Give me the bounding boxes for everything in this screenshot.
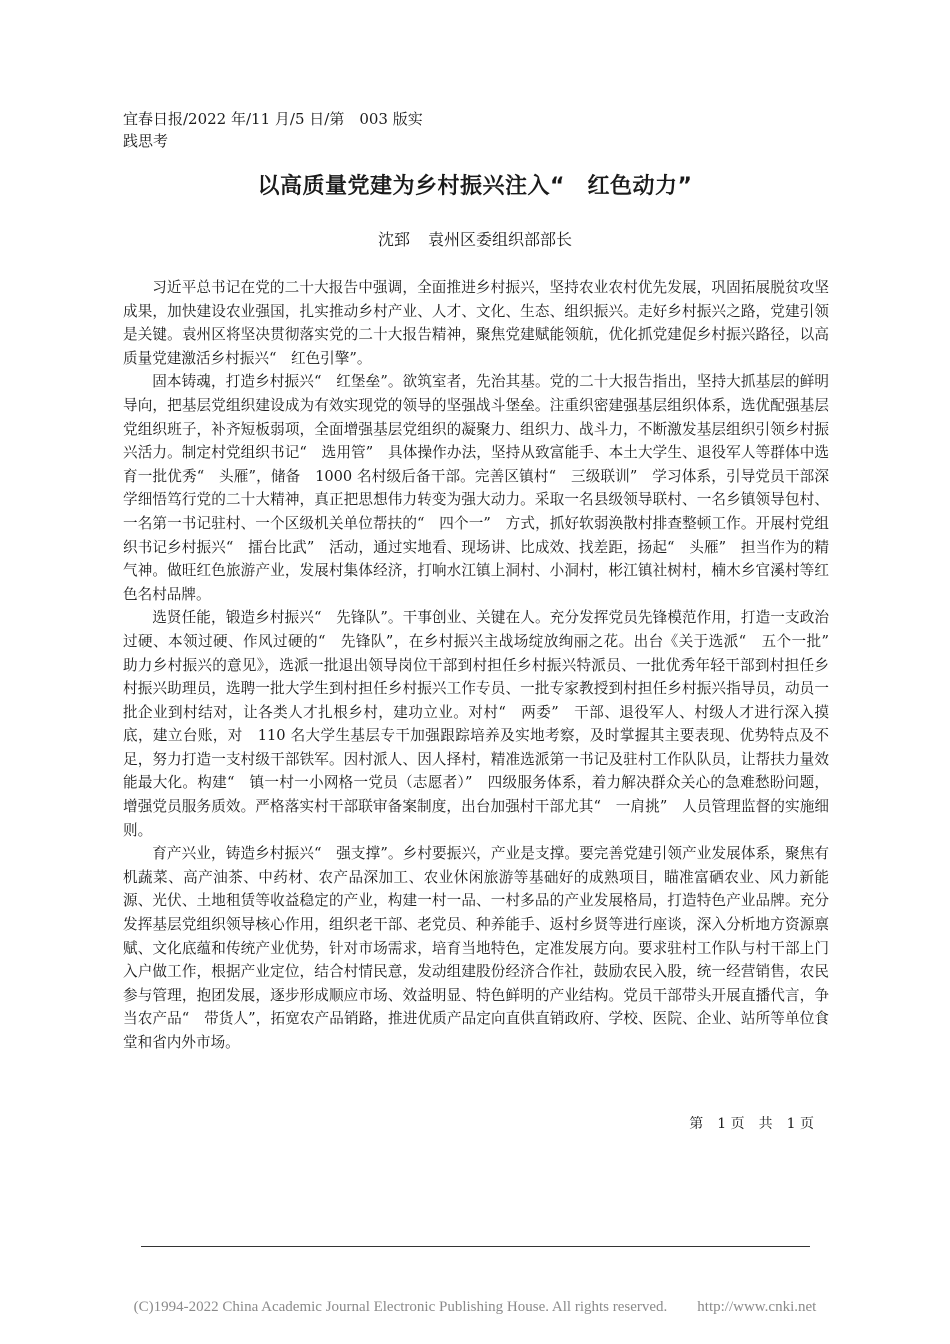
page-number: 第 1 页 共 1 页 [689, 1116, 814, 1132]
paragraph-vanguard: 选贤任能，锻造乡村振兴“ 先锋队”。干事创业、关键在人。充分发挥党员先锋模范作用，打造一支政治过硬、本领过硬、作风过硬的“ 先锋队”，在乡村振兴主战场绽放绚丽之花。出台《关于选派“ 五个一批” 助力乡村振兴的意见》，选派一批退出领导岗位干部到村担任乡村振兴特派员、一批优秀年轻干部到村担任乡村振兴助理员，选聘一批大学生到村担任乡村振兴工作专员、一批专家教授到村担任乡村振兴指导员，动员一批企业到村结对，让各类人才扎根乡村，建功立业。对村“ 两委” 干部、退役军人、村级人才进行深入摸底，建立台账，对 110 名大学生基层专干加强跟踪培养及实地考察，及时掌握其主要表现、优势特点及不足，努力打造一支村级干部铁军。因村派人、因人择村，精准选派第一书记及驻村工作队队员，让帮扶力量效能最大化。构建“ 镇一村一小网格一党员（志愿者）” 四级服务体系，着力解决群众关心的急难愁盼问题，增强党员服务质效。严格落实村干部联审备案制度，出台加强村干部尤其“ 一肩挑” 人员管理监督的实施细则。 [123, 609, 844, 839]
paragraph-red-fortress: 固本铸魂，打造乡村振兴“ 红堡垒”。欲筑室者，先治其基。党的二十大报告指出，坚持大抓基层的鲜明导向，把基层党组织建设成为有效实现党的领导的坚强战斗堡垒。注重织密建强基层组织体系，选优配强基层党组织班子，补齐短板弱项，全面增强基层党组织的凝聚力、组织力、战斗力，不断激发基层组织引领乡村振兴活力。制定村党组织书记“ 选用管” 具体操作办法，坚持从致富能手、本土大学生、退役军人等群体中选育一批优秀“ 头雁”，储备 1000 名村级后备干部。完善区镇村“ 三级联训” 学习体系，引导党员干部深学细悟笃行党的二十大精神，真正把思想伟力转变为强大动力。采取一名县级领导联村、一名乡镇领导包村、一名第一书记驻村、一个区级机关单位帮扶的“ 四个一” 方式，抓好软弱涣散村排查整顿工作。开展村党组织书记乡村振兴“ 擂台比武” 活动，通过实地看、现场讲、比成效、找差距，扬起“ 头雁” 担当作为的精气神。做旺红色旅游产业，发展村集体经济，打响水江镇上洞村、小洞村，彬江镇社树村，楠木乡官溪村等红色名村品牌。 [123, 373, 829, 603]
author-name: 沈郅 [377, 230, 410, 249]
byline [0, 229, 950, 251]
article-body [123, 276, 844, 1055]
article-title: 以高质量党建为乡村振兴注入“ 红色动力” [257, 174, 693, 199]
source-line: 宜春日报/2022 年/11 月/5 日/第 003 版实践思考 [123, 110, 423, 150]
footer-divider [141, 1246, 810, 1247]
author-position: 袁州区委组织部部长 [428, 230, 573, 249]
paragraph-industry: 育产兴业，铸造乡村振兴“ 强支撑”。乡村要振兴，产业是支撑。要完善党建引领产业发展体系，聚焦有机蔬菜、高产油茶、中药材、农产品深加工、农业休闲旅游等基础好的成熟项目，瞄准富硒农业、风力新能源、光伏、土地租赁等收益稳定的产业，构建一村一品、一村多品的产业发展格局，打造特色产业品牌。充分发挥基层党组织领导核心作用，组织老干部、老党员、种养能手、返村乡贤等进行座谈，深入分析地方资源禀赋、文化底蕴和传统产业优势，针对市场需求，培育当地特色，定准发展方向。要求驻村工作队与村干部上门入户做工作，根据产业定位，结合村情民意，发动组建股份经济合作社，鼓励农民入股，统一经营销售，农民参与管理，抱团发展，逐步形成顺应市场、效益明显、特色鲜明的产业结构。党员干部带头开展直播代言，争当农产品“ 带货人”，拓宽农产品销路，推进优质产品定向直供直销政府、学校、医院、企业、站所等单位食堂和省内外市场。 [123, 845, 829, 1051]
paragraph-intro: 习近平总书记在党的二十大报告中强调，全面推进乡村振兴，坚持农业农村优先发展，巩固拓展脱贫攻坚成果，加快建设农业强国，扎实推动乡村产业、人才、文化、生态、组织振兴。走好乡村振兴之路，党建引领是关键。袁州区将坚决贯彻落实党的二十大报告精神，聚焦党建赋能领航，优化抓党建促乡村振兴路径，以高质量党建激活乡村振兴“ 红色引擎”。 [123, 279, 829, 367]
copyright-watermark: (C)1994-2022 China Academic Journal Electronic Publishing House. All rights reserved. http://www.cnki.net [133, 1299, 817, 1315]
